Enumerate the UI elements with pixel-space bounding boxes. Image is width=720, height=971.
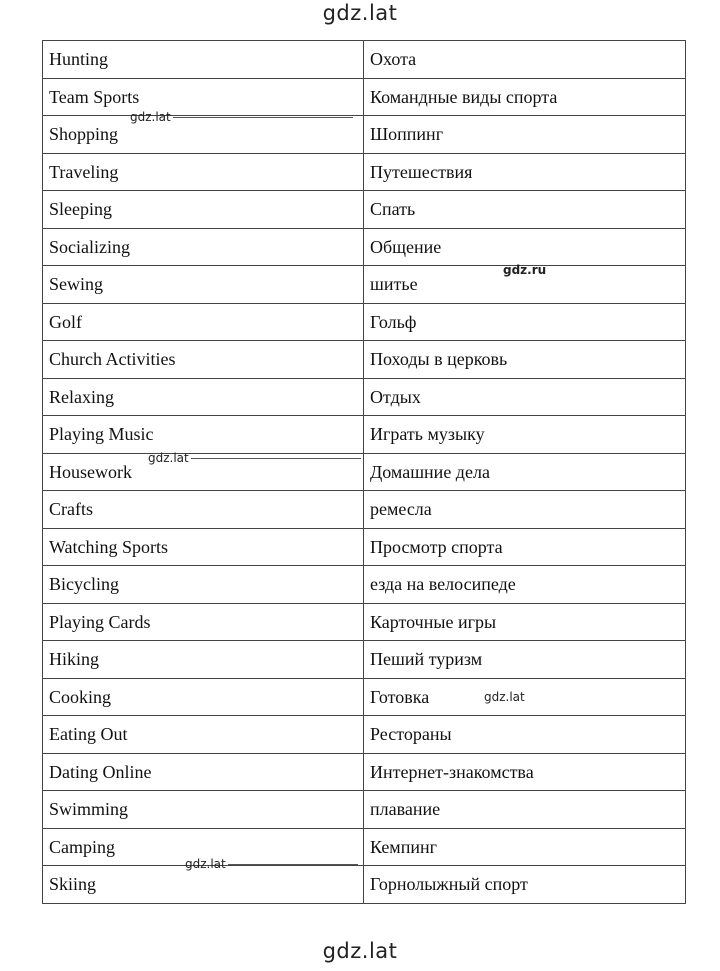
watermark: [185, 858, 358, 870]
watermark-text: gdz.lat: [484, 690, 525, 704]
table-row: [43, 791, 686, 829]
english-term-cell: Dating Online: [43, 753, 364, 791]
russian-translation-cell: Пеший туризм: [364, 641, 686, 679]
table-row: [43, 828, 686, 866]
english-term-cell: Socializing: [43, 228, 364, 266]
watermark-text: gdz.lat: [148, 451, 189, 465]
russian-translation-cell: ремесла: [364, 491, 686, 529]
watermark-text: gdz.lat: [130, 110, 171, 124]
table-row: [43, 266, 686, 304]
russian-translation-cell: Спать: [364, 191, 686, 229]
english-term-cell: Sleeping: [43, 191, 364, 229]
russian-translation-cell: Готовка: [364, 678, 686, 716]
table-row: [43, 341, 686, 379]
table-row: [43, 566, 686, 604]
watermark-text: gdz.ru: [503, 263, 547, 277]
english-term-cell: Hunting: [43, 41, 364, 79]
table-row: [43, 866, 686, 904]
english-term-cell: Playing Music: [43, 416, 364, 454]
english-term-cell: Housework: [43, 453, 364, 491]
russian-translation-cell: Кемпинг: [364, 828, 686, 866]
english-term-cell: Camping: [43, 828, 364, 866]
table-row: [43, 378, 686, 416]
watermark-line: [228, 864, 358, 865]
russian-translation-cell: езда на велосипеде: [364, 566, 686, 604]
site-footer: gdz.lat: [322, 939, 398, 963]
russian-translation-cell: Командные виды спорта: [364, 78, 686, 116]
english-term-cell: Skiing: [43, 866, 364, 904]
table-row: [43, 716, 686, 754]
watermark: [503, 264, 546, 276]
site-header: gdz.lat: [322, 1, 398, 25]
table-row: [43, 453, 686, 491]
english-term-cell: Golf: [43, 303, 364, 341]
table-row: [43, 41, 686, 79]
russian-translation-cell: Интернет-знакомства: [364, 753, 686, 791]
russian-translation-cell: Походы в церковь: [364, 341, 686, 379]
table-row: [43, 603, 686, 641]
russian-translation-cell: Путешествия: [364, 153, 686, 191]
table-row: [43, 416, 686, 454]
russian-translation-cell: Охота: [364, 41, 686, 79]
russian-translation-cell: шитье: [364, 266, 686, 304]
english-term-cell: Sewing: [43, 266, 364, 304]
english-term-cell: Team Sports: [43, 78, 364, 116]
english-term-cell: Swimming: [43, 791, 364, 829]
watermark-line: [191, 458, 361, 459]
russian-translation-cell: плавание: [364, 791, 686, 829]
table-row: [43, 228, 686, 266]
english-term-cell: Watching Sports: [43, 528, 364, 566]
table-row: [43, 191, 686, 229]
table-row: [43, 303, 686, 341]
watermark: [484, 691, 525, 703]
watermark: [130, 111, 353, 123]
vocabulary-table-body: [43, 41, 686, 904]
english-term-cell: Relaxing: [43, 378, 364, 416]
watermark-line: [173, 117, 353, 118]
english-term-cell: Church Activities: [43, 341, 364, 379]
watermark: [148, 452, 361, 464]
russian-translation-cell: Играть музыку: [364, 416, 686, 454]
english-term-cell: Eating Out: [43, 716, 364, 754]
table-row: [43, 153, 686, 191]
russian-translation-cell: Рестораны: [364, 716, 686, 754]
russian-translation-cell: Карточные игры: [364, 603, 686, 641]
table-row: [43, 678, 686, 716]
russian-translation-cell: Гольф: [364, 303, 686, 341]
table-row: [43, 641, 686, 679]
russian-translation-cell: Общение: [364, 228, 686, 266]
english-term-cell: Bicycling: [43, 566, 364, 604]
russian-translation-cell: Отдых: [364, 378, 686, 416]
table-row: [43, 528, 686, 566]
english-term-cell: Playing Cards: [43, 603, 364, 641]
english-term-cell: Shopping: [43, 116, 364, 154]
english-term-cell: Hiking: [43, 641, 364, 679]
russian-translation-cell: Горнолыжный спорт: [364, 866, 686, 904]
russian-translation-cell: Шоппинг: [364, 116, 686, 154]
english-term-cell: Cooking: [43, 678, 364, 716]
english-term-cell: Crafts: [43, 491, 364, 529]
watermark-text: gdz.lat: [185, 857, 226, 871]
russian-translation-cell: Просмотр спорта: [364, 528, 686, 566]
russian-translation-cell: Домашние дела: [364, 453, 686, 491]
table-row: [43, 491, 686, 529]
vocabulary-table: [42, 40, 686, 904]
table-row: [43, 753, 686, 791]
english-term-cell: Traveling: [43, 153, 364, 191]
